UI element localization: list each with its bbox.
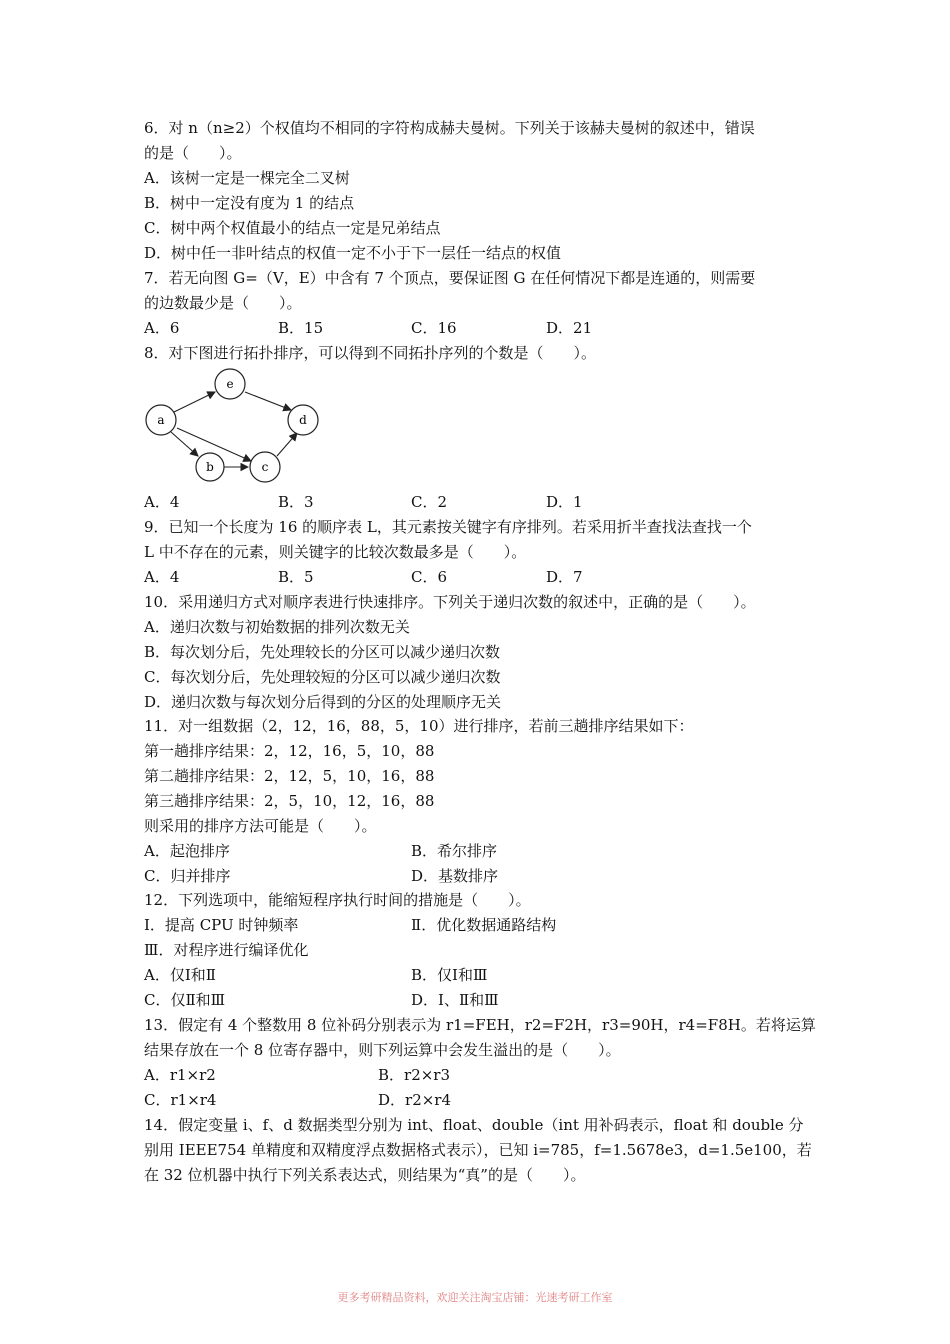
q13-stem-1: 13．假定有 4 个整数用 8 位补码分别表示为 r1=FEH，r2=F2H，r3=90H，r4=F8H。若将运算 (144, 1016, 816, 1034)
node-a (146, 405, 176, 435)
q10-option-c: C．每次划分后，先处理较短的分区可以减少递归次数 (144, 668, 501, 686)
q8-option-c: C．2 (411, 493, 448, 511)
q12-item-2: Ⅱ．优化数据通路结构 (411, 916, 557, 934)
q7-option-c: C．16 (411, 319, 457, 337)
q6-option-d: D．树中任一非叶结点的权值一定不小于下一层任一结点的权值 (144, 244, 562, 262)
q14-stem-1: 14．假定变量 i、f、d 数据类型分别为 int、float、double（int 用补码表示，float 和 double 分 (144, 1116, 804, 1134)
edge-a-e (174, 392, 215, 412)
q11-option-d: D．基数排序 (411, 867, 499, 885)
q7-stem-1: 7．若无向图 G=（V，E）中含有 7 个顶点，要保证图 G 在任何情况下都是连通的，则需要 (144, 269, 756, 287)
q13-stem-2: 结果存放在一个 8 位寄存器中，则下列运算中会发生溢出的是（ ）。 (144, 1041, 621, 1059)
q8-option-a: A．4 (144, 493, 180, 511)
q12-option-b: B．仅Ⅰ和Ⅲ (411, 966, 488, 984)
q11-option-c: C．归并排序 (144, 867, 231, 885)
node-b (196, 453, 224, 481)
q6-stem-1: 6．对 n（n≥2）个权值均不相同的字符构成赫夫曼树。下列关于该赫夫曼树的叙述中，错误 (144, 119, 755, 137)
node-d-label: d (299, 413, 307, 427)
q12-item-3: Ⅲ．对程序进行编译优化 (144, 941, 309, 959)
q10-option-b: B．每次划分后，先处理较长的分区可以减少递归次数 (144, 643, 501, 661)
q6-option-c: C．树中两个权值最小的结点一定是兄弟结点 (144, 219, 441, 237)
q6-option-a: A．该树一定是一棵完全二叉树 (144, 169, 350, 187)
q12-option-a: A．仅Ⅰ和Ⅱ (144, 966, 216, 984)
q13-option-c: C．r1×r4 (144, 1091, 217, 1109)
node-a-label: a (157, 413, 165, 427)
q8-option-b: B．3 (278, 493, 314, 511)
node-c (250, 452, 280, 482)
q7-stem-2: 的边数最少是（ ）。 (144, 294, 302, 312)
q11-pass-1: 第一趟排序结果：2，12，16，5，10，88 (144, 742, 435, 760)
q12-stem: 12．下列选项中，能缩短程序执行时间的措施是（ ）。 (144, 891, 531, 909)
node-b-label: b (206, 460, 214, 474)
q7-option-b: B．15 (278, 319, 324, 337)
q13-option-b: B．r2×r3 (378, 1066, 451, 1084)
q9-option-d: D．7 (546, 568, 583, 586)
node-e-label: e (226, 377, 234, 391)
edge-e-d (245, 392, 291, 410)
node-c-label: c (261, 460, 269, 474)
node-e (215, 369, 245, 399)
q6-stem-2: 的是（ ）。 (144, 144, 242, 162)
q11-option-a: A．起泡排序 (144, 842, 230, 860)
q12-option-c: C．仅Ⅱ和Ⅲ (144, 991, 226, 1009)
q8-option-d: D．1 (546, 493, 583, 511)
q10-option-a: A．递归次数与初始数据的排列次数无关 (144, 618, 410, 636)
q12-option-d: D．Ⅰ、Ⅱ和Ⅲ (411, 991, 499, 1009)
edge-c-d (277, 433, 297, 456)
q13-option-d: D．r2×r4 (378, 1091, 452, 1109)
q14-stem-3: 在 32 位机器中执行下列关系表达式，则结果为“真”的是（ ）。 (144, 1166, 586, 1184)
q11-pass-2: 第二趟排序结果：2，12，5，10，16，88 (144, 767, 435, 785)
q10-option-d: D．递归次数与每次划分后得到的分区的处理顺序无关 (144, 693, 502, 711)
node-d (288, 405, 318, 435)
q11-stem-2: 则采用的排序方法可能是（ ）。 (144, 817, 377, 835)
q8-directed-graph (140, 365, 325, 490)
q14-stem-2: 别用 IEEE754 单精度和双精度浮点数据格式表示），已知 i=785，f=1.5678e3，d=1.5e100，若 (144, 1141, 812, 1159)
q12-item-1: Ⅰ．提高 CPU 时钟频率 (144, 916, 299, 934)
q7-option-d: D．21 (546, 319, 593, 337)
q10-stem: 10．采用递归方式对顺序表进行快速排序。下列关于递归次数的叙述中，正确的是（ ）。 (144, 593, 756, 611)
footer-promo: 更多考研精品资料，欢迎关注淘宝店铺：光速考研工作室 (337, 1291, 613, 1304)
q9-option-c: C．6 (411, 568, 448, 586)
q9-option-a: A．4 (144, 568, 180, 586)
q11-pass-3: 第三趟排序结果：2，5，10，12，16，88 (144, 792, 435, 810)
q13-option-a: A．r1×r2 (144, 1066, 216, 1084)
q6-option-b: B．树中一定没有度为 1 的结点 (144, 194, 355, 212)
q7-option-a: A．6 (144, 319, 180, 337)
q11-stem-1: 11．对一组数据（2，12，16，88，5，10）进行排序，若前三趟排序结果如下： (144, 717, 694, 735)
q11-option-b: B．希尔排序 (411, 842, 498, 860)
q9-option-b: B．5 (278, 568, 314, 586)
q9-stem-1: 9．已知一个长度为 16 的顺序表 L，其元素按关键字有序排列。若采用折半查找法查找一个 (144, 518, 752, 536)
q8-stem: 8．对下图进行拓扑排序，可以得到不同拓扑序列的个数是（ ）。 (144, 344, 597, 362)
q9-stem-2: L 中不存在的元素，则关键字的比较次数最多是（ ）。 (144, 543, 527, 561)
